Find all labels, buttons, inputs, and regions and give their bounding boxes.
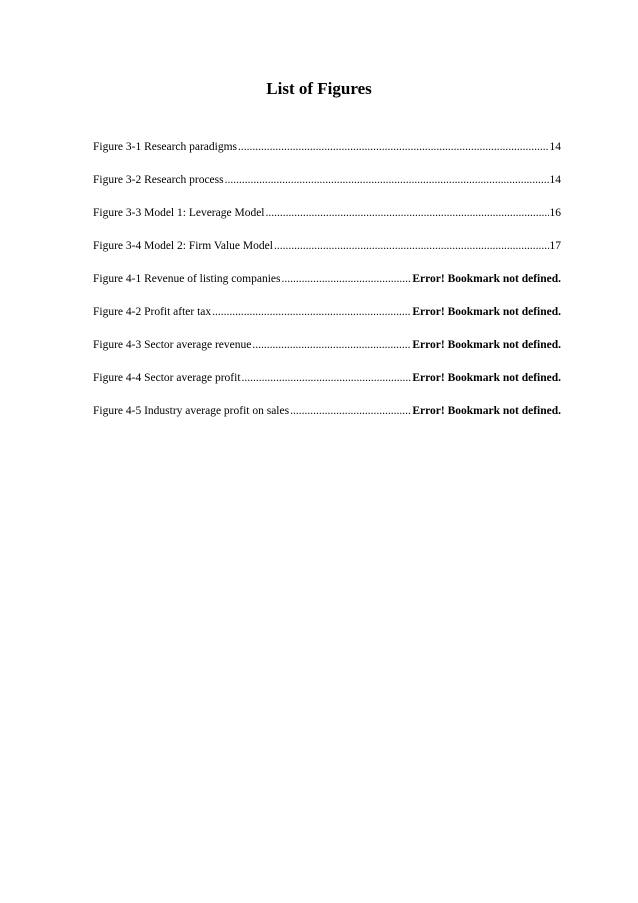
list-of-figures	[93, 139, 561, 436]
dot-leader	[242, 370, 412, 386]
dot-leader	[266, 205, 549, 221]
toc-entry-label: Figure 4-1 Revenue of listing companies	[93, 273, 281, 285]
toc-entry-figure-4-3[interactable]	[93, 337, 561, 370]
toc-entry-page: 14	[549, 174, 561, 186]
toc-entry-error: Error! Bookmark not defined.	[412, 372, 561, 384]
toc-entry-page: 14	[549, 141, 561, 153]
dot-leader	[252, 337, 411, 353]
toc-entry-figure-3-2[interactable]	[93, 172, 561, 205]
toc-entry-figure-4-2[interactable]	[93, 304, 561, 337]
dot-leader	[212, 304, 411, 320]
toc-entry-figure-4-4[interactable]	[93, 370, 561, 403]
toc-entry-error: Error! Bookmark not defined.	[412, 405, 561, 417]
page-title: List of Figures	[266, 79, 372, 98]
toc-entry-figure-3-3[interactable]	[93, 205, 561, 238]
toc-entry-label: Figure 3-1 Research paradigms	[93, 141, 238, 153]
toc-entry-error: Error! Bookmark not defined.	[412, 306, 561, 318]
dot-leader	[281, 271, 411, 287]
toc-entry-page: 16	[549, 207, 561, 219]
toc-entry-figure-4-1[interactable]	[93, 271, 561, 304]
toc-entry-label: Figure 4-2 Profit after tax	[93, 306, 212, 318]
toc-entry-label: Figure 3-3 Model 1: Leverage Model	[93, 207, 265, 219]
dot-leader	[290, 403, 411, 419]
toc-entry-error: Error! Bookmark not defined.	[412, 273, 561, 285]
toc-entry-figure-4-5[interactable]	[93, 403, 561, 436]
dot-leader	[274, 238, 549, 254]
toc-entry-label: Figure 3-4 Model 2: Firm Value Model	[93, 240, 273, 252]
toc-entry-figure-3-1[interactable]	[93, 139, 561, 172]
toc-entry-label: Figure 4-4 Sector average profit	[93, 372, 241, 384]
toc-entry-error: Error! Bookmark not defined.	[412, 339, 561, 351]
toc-entry-figure-3-4[interactable]	[93, 238, 561, 271]
toc-entry-label: Figure 4-3 Sector average revenue	[93, 339, 252, 351]
toc-entry-label: Figure 4-5 Industry average profit on sales	[93, 405, 290, 417]
toc-entry-label: Figure 3-2 Research process	[93, 174, 224, 186]
dot-leader	[238, 139, 548, 155]
dot-leader	[225, 172, 549, 188]
toc-entry-page: 17	[549, 240, 561, 252]
